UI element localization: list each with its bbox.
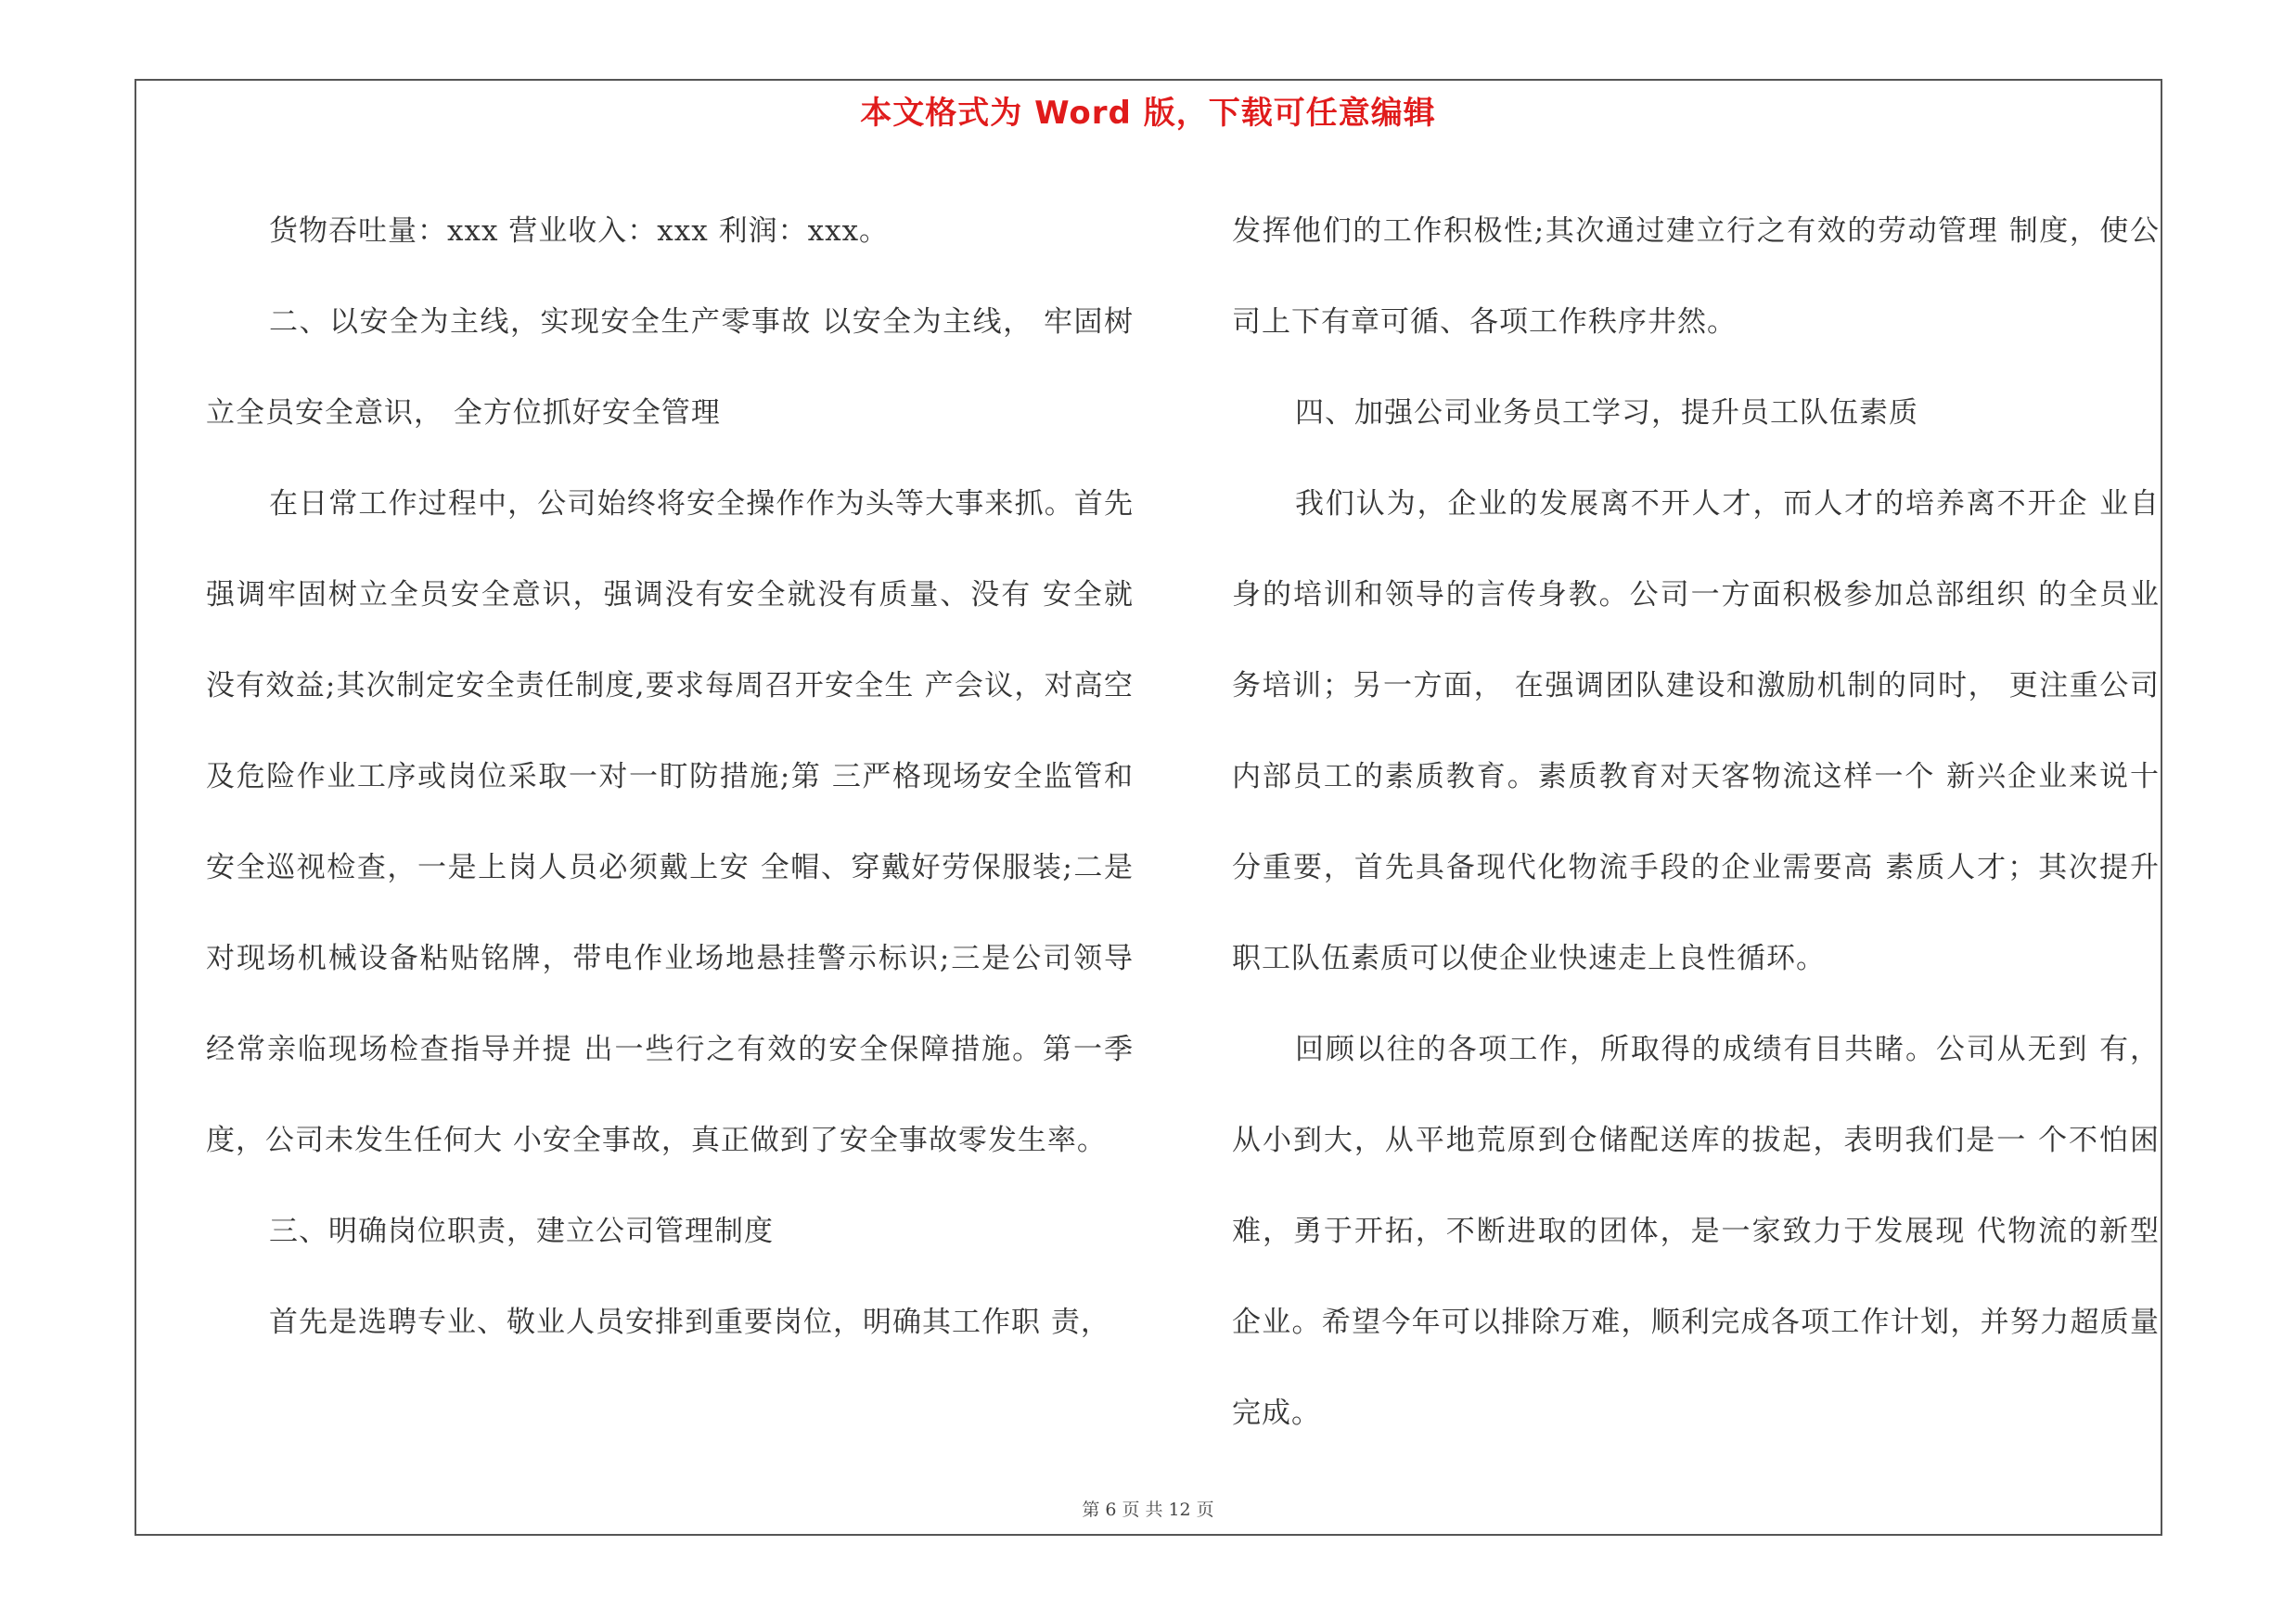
footer-suffix: 页 [1196, 1500, 1214, 1520]
right-column [1232, 186, 2160, 1459]
format-banner: 本文格式为 Word 版，下载可任意编辑 [860, 95, 1436, 132]
left-paragraph: 货物吞吐量：xxx 营业收入：xxx 利润：xxx。 [269, 214, 890, 248]
total-page-count: 12 [1168, 1500, 1191, 1520]
right-paragraph: 四、加强公司业务员工学习，提升员工队伍素质 [1295, 396, 1918, 430]
left-paragraph: 在日常工作过程中，公司始终将安全操作作为头等大事来抓。首先强调牢固树立全员安全意识，强调没有安全就没有质量、没有 安全就没有效益;其次制定安全责任制度,要求每周召开安全生 产会议，对高空及危险作业工序或岗位采取一对一盯防措施;第 三严格现场安全监管和安全巡视检查，一是上岗人员必须戴上安 全帽、穿戴好劳保服装;二是对现场机械设备粘贴铭牌，带电作业场地悬挂警示标识;三是公司领导经常亲临现场检查指导并提 出一些行之有效的安全保障措施。第一季度，公司未发生任何大 小安全事故，真正做到了安全事故零发生率。 [206, 487, 1134, 1157]
current-page-number: 6 [1105, 1500, 1117, 1520]
left-paragraph: 三、明确岗位职责，建立公司管理制度 [269, 1215, 774, 1248]
footer-prefix: 第 [1082, 1500, 1100, 1520]
left-column [206, 186, 1134, 1368]
page-footer [0, 1496, 2296, 1521]
right-paragraph: 我们认为，企业的发展离不开人才，而人才的培养离不开企 业自身的培训和领导的言传身教。公司一方面积极参加总部组织 的全员业务培训；另一方面， 在强调团队建设和激励机制的同时， 更注重公司内部员工的素质教育。素质教育对天客物流这样一个 新兴企业来说十分重要，首先具备现代化物流手段的企业需要高 素质人才；其次提升职工队伍素质可以使企业快速走上良性循环。 [1232, 487, 2160, 975]
footer-total-word: 共 [1145, 1500, 1163, 1520]
right-paragraph: 回顾以往的各项工作，所取得的成绩有目共睹。公司从无到 有，从小到大，从平地荒原到仓储配送库的拔起，表明我们是一 个不怕困难，勇于开拓，不断进取的团体，是一家致力于发展现 代物流的新型企业。希望今年可以排除万难，顺利完成各项工作计划，并努力超质量完成。 [1232, 1033, 2160, 1430]
left-paragraph: 二、以安全为主线，实现安全生产零事故 以安全为主线， 牢固树立全员安全意识， 全方位抓好安全管理 [206, 305, 1134, 430]
right-paragraph: 发挥他们的工作积极性;其次通过建立行之有效的劳动管理 制度，使公司上下有章可循、各项工作秩序井然。 [1232, 214, 2160, 339]
left-paragraph: 首先是选聘专业、敬业人员安排到重要岗位，明确其工作职 责， [269, 1306, 1110, 1339]
footer-page-word: 页 [1122, 1500, 1140, 1520]
